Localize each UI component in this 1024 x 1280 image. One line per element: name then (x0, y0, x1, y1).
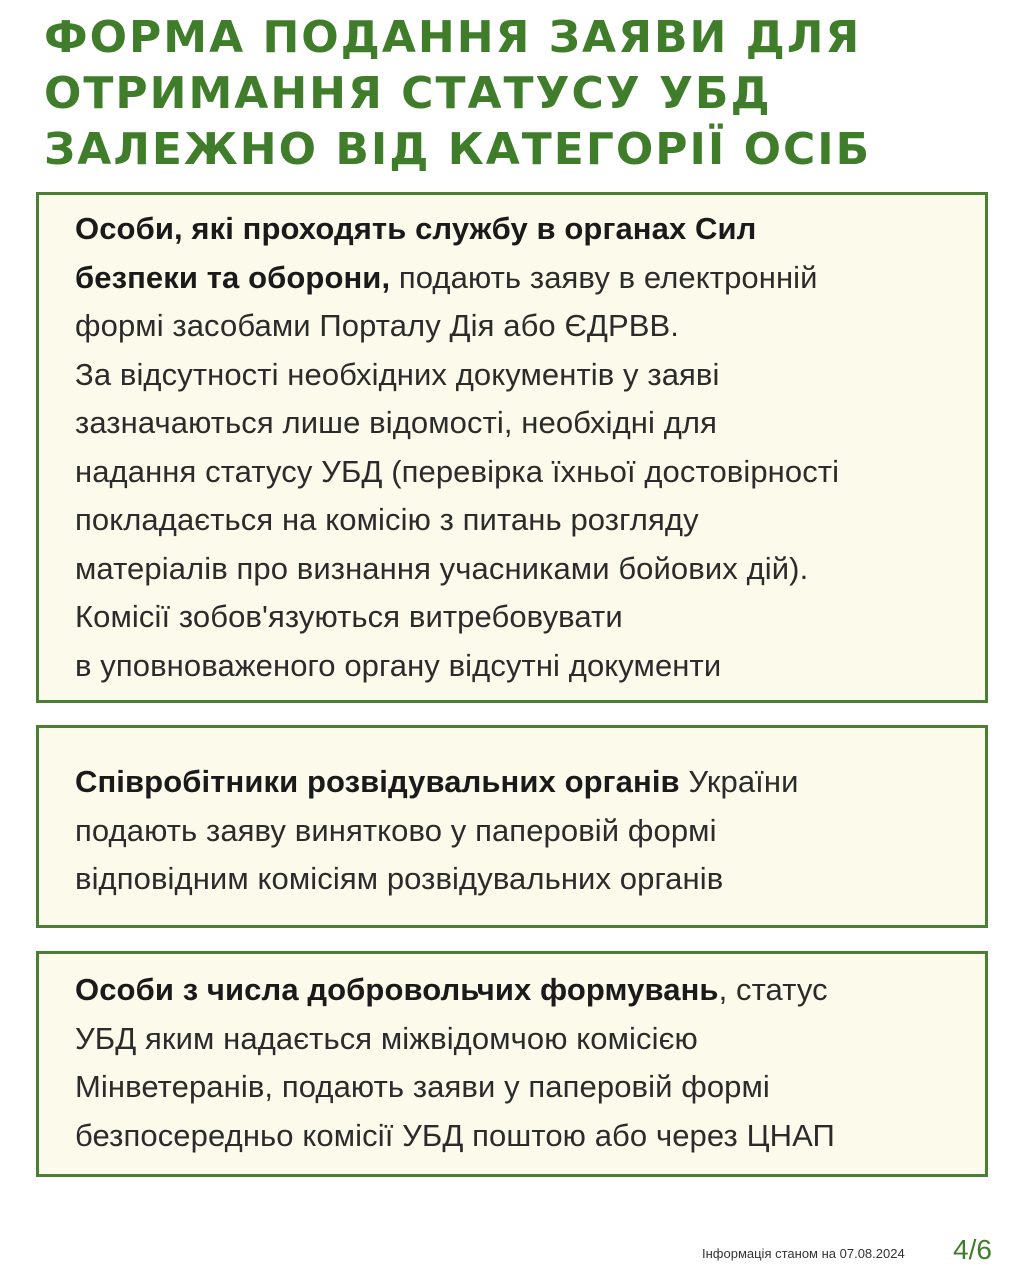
text-line: зазначаються лише відомості, необхідні для (75, 405, 717, 440)
text-line: За відсутності необхідних документів у заяві (75, 356, 720, 392)
text-line (75, 254, 979, 303)
title-line: ОТРИМАННЯ СТАТУСУ УБД (44, 68, 772, 119)
title-line: ЗАЛЕЖНО ВІД КАТЕГОРІЇ ОСІБ (44, 124, 872, 175)
text-line: покладається на комісію з питань розгляду (75, 502, 699, 537)
text-line: надання статусу УБД (перевірка їхньої достовірності (75, 453, 840, 489)
text-line: безпосередньо комісії УБД поштою або через ЦНАП (75, 1117, 835, 1153)
card-volunteer-formations (36, 951, 988, 1177)
card-bold-heading: безпеки та оборони, (75, 259, 391, 295)
title-line: ФОРМА ПОДАННЯ ЗАЯВИ ДЛЯ (44, 12, 862, 63)
text-fragment: України (679, 764, 799, 799)
card-security-defense-forces (36, 192, 988, 703)
text-line: формі засобами Порталу Дія або ЄДРВВ. (75, 308, 679, 343)
text-line: матеріалів про визнання учасниками бойових дій). (75, 550, 809, 586)
card-text (75, 205, 979, 690)
card-bold-heading: Особи з числа добровольчих формувань (75, 972, 719, 1007)
text-line: в уповноваженого органу відсутні документи (75, 647, 722, 683)
text-line: відповідним комісіям розвідувальних органів (75, 861, 724, 896)
page-number: 4/6 (953, 1234, 992, 1265)
text-fragment: подають заяву в електронній (390, 259, 818, 295)
text-line (75, 758, 979, 807)
card-text (75, 966, 979, 1160)
text-line (75, 205, 979, 254)
text-fragment: , статус (718, 972, 828, 1007)
card-bold-heading: Особи, які проходять службу в органах Сил (75, 211, 757, 246)
card-bold-heading: Співробітники розвідувальних органів (75, 764, 680, 799)
page-title (44, 10, 984, 178)
text-line: УБД яким надається міжвідомчою комісією (75, 1020, 698, 1056)
text-line: подають заяву винятково у паперовій формі (75, 812, 717, 848)
text-line (75, 966, 979, 1015)
text-line: Мінветеранів, подають заяви у паперовій формі (75, 1069, 770, 1104)
card-text (75, 758, 979, 904)
card-intelligence-agencies (36, 725, 988, 928)
text-line: Комісії зобов'язуються витребовувати (75, 599, 623, 634)
info-date-note: Інформація станом на 07.08.2024 (702, 1246, 905, 1261)
